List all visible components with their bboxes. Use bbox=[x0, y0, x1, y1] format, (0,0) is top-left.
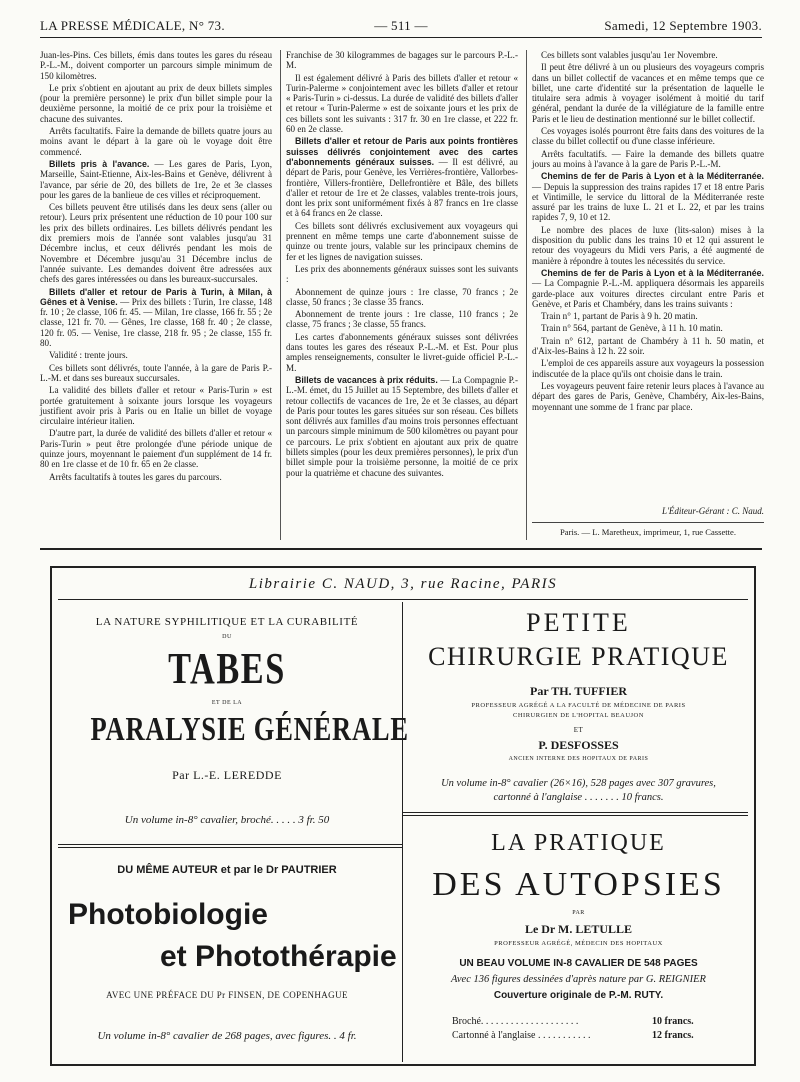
paragraph-text: Arrêts facultatifs. — Faire la demande des billets quatre jours au moins à l'avance à la gare de Paris P.-L.-M. bbox=[532, 148, 764, 169]
paragraph bbox=[40, 126, 272, 157]
text-column-3 bbox=[532, 50, 764, 414]
paragraph bbox=[286, 221, 518, 262]
chirurgie-title-2: CHIRURGIE PRATIQUE bbox=[428, 642, 729, 671]
paragraph-heading: Billets de vacances à prix réduits. bbox=[295, 374, 438, 385]
publisher-banner: Librairie C. NAUD, 3, rue Racine, PARIS bbox=[248, 576, 558, 592]
paragraph-text: Le prix s'obtient en ajoutant au prix de deux billets simples (pour la première personne) le prix d'un billet simple pour la deuxième personne, la moitié de ce prix pour la troisième et chacune des suivantes. bbox=[40, 82, 272, 124]
paragraph bbox=[40, 350, 272, 360]
autopsies-author: Le Dr M. LETULLE bbox=[524, 922, 633, 936]
autopsies-price-label-1: Broché. . . . . . . . . . . . . . . . . . . . bbox=[452, 1016, 579, 1027]
photobio-preface: AVEC UNE PRÉFACE DU Pr FINSEN, DE COPENHAGUE bbox=[106, 990, 348, 1000]
paragraph-text: — Depuis la suppression des trains rapides 17 et 18 entre Paris et Vintimille, le service du littoral de la Méditerranée reste assuré par les trains de luxe L. 21 et L. 22, et par les trains rapides 7, 9, 10 et 12. bbox=[532, 181, 764, 223]
autopsies-price-1: 10 francs. bbox=[652, 1016, 694, 1027]
chirurgie-volume: Un volume in-8° cavalier (26×16), 528 pages avec 307 gravures, bbox=[441, 778, 716, 789]
photobio-title-2: et Photothérapie bbox=[160, 940, 397, 973]
paragraph bbox=[40, 50, 272, 81]
paragraph-heading: Billets d'aller et retour de Paris à Turin, à Milan, à Gênes et à Venise. bbox=[40, 286, 272, 307]
paragraph bbox=[40, 159, 272, 200]
journal-title: LA PRESSE MÉDICALE, N° 73. bbox=[40, 18, 225, 33]
autopsies-title-2: DES AUTOPSIES bbox=[432, 866, 725, 903]
paragraph bbox=[40, 428, 272, 469]
editor-signature: L'Éditeur-Gérant : C. Naud. bbox=[662, 506, 764, 516]
colophon bbox=[532, 506, 764, 537]
paragraph bbox=[532, 225, 764, 266]
paragraph bbox=[40, 83, 272, 124]
paragraph bbox=[532, 311, 764, 321]
page-number: — 511 — bbox=[374, 18, 428, 33]
paragraph-text: — La Compagnie P.-L.-M. émet, du 15 Juillet au 15 Septembre, des billets d'aller et retour collectifs de vacances de 1re, 2e et 3e classes, au départ de Paris pour toutes les gares situées sur son réseau. Ces billets sont délivrés aux familles d'au moins trois personnes effectuant un parcours simple minimum de 500 kilomètres ou payant pour ce parcours. Le prix s'obtient en ajoutant aux prix de quatre billets simples (pour les deux premières personnes), le prix d'un billet simple pour la troisième personne, la moitié de ce prix pour la quatrième et chacune des suivantes. bbox=[286, 374, 518, 478]
paragraph-text: Ces voyages isolés pourront être faits dans des voitures de la classe du billet collectif ou d'une classe inférieure. bbox=[532, 126, 764, 147]
paragraph-text: Arrêts facultatifs. Faire la demande de billets quatre jours au moins avant le départ à la gare où le voyage doit être commencé. bbox=[40, 126, 272, 157]
paragraph-text: Train n° 564, partant de Genève, à 11 h. 10 matin. bbox=[541, 323, 723, 334]
paragraph-text: Abonnement de quinze jours : 1re classe, 70 francs ; 2e classe, 50 francs ; 3e classe 35 francs. bbox=[286, 286, 518, 307]
paragraph-text: L'emploi de ces appareils assure aux voyageurs la possession indiscutée de la place qu'ils ont choisie dans le train. bbox=[532, 358, 764, 379]
paragraph bbox=[286, 264, 518, 285]
paragraph-text: Les cartes d'abonnements généraux suisses sont délivrées dans toutes les gares des réseaux P.-L.-M. et Est. Pour plus amples renseignements, consulter le livret-guide officiel P.-L.-M. bbox=[286, 331, 518, 373]
section-rule bbox=[40, 548, 762, 550]
paragraph-text: D'autre part, la durée de validité des billets d'aller et retour « Paris-Turin » peut être prolongée d'une période unique de quinze jours, moyennant le paiement d'un supplément de 14 fr. 80 en 1re classe et de 10 fr. 65 en 2e classe. bbox=[40, 428, 272, 470]
paragraph-text: Validité : trente jours. bbox=[49, 350, 128, 361]
paragraph bbox=[532, 323, 764, 333]
printer-line: Paris. — L. Maretheux, imprimeur, 1, rue Cassette. bbox=[559, 527, 737, 537]
autopsies-price-2: 12 francs. bbox=[652, 1030, 694, 1041]
paragraph-text: Franchise de 30 kilogrammes de bagages sur le parcours P.-L.-M. bbox=[286, 50, 518, 71]
autopsies-aff: PROFESSEUR AGRÉGÉ, MÉDECIN DES HOPITAUX bbox=[494, 940, 663, 947]
paragraph bbox=[286, 332, 518, 373]
tabes-volume-price: Un volume in-8° cavalier, broché. . . . . 3 fr. 50 bbox=[124, 814, 330, 826]
text-column-1 bbox=[40, 50, 272, 484]
autopsies-cover: Couverture originale de P.-M. RUTY. bbox=[493, 990, 664, 1001]
autopsies-price-label-2: Cartonné à l'anglaise . . . . . . . . . . . bbox=[452, 1030, 591, 1041]
paragraph-text: — Les gares de Paris, Lyon, Marseille, Saint-Etienne, Aix-les-Bains et Genève, délivrent à l'avance, par série de 20, des billets de 1re, 2e et 3e classes pour les gares de la banlieue de ces villes et réciproquement. bbox=[40, 158, 272, 200]
autopsies-figures: Avec 136 figures dessinées d'après nature par G. REIGNIER bbox=[451, 974, 706, 985]
paragraph-heading: Billets pris à l'avance. bbox=[49, 158, 150, 169]
colophon-rule bbox=[532, 522, 764, 523]
paragraph bbox=[40, 363, 272, 384]
paragraph bbox=[532, 171, 764, 222]
tabes-du: DU bbox=[222, 634, 232, 640]
paragraph-heading: Billets d'aller et retour de Paris aux points frontières suisses délivrés conjointement avec des cartes d'abonnements généraux suisses. bbox=[286, 136, 518, 167]
paragraph-text: Ces billets peuvent être utilisés dans les deux sens (aller ou retour). Leurs prix présentent une réduction de 10 pour 100 sur les prix des billets ordinaires. Les billets délivrés pendant les dix premiers mois de l'année sont valables jusqu'au 31 Décembre inclus, et ceux délivrés pendant les mois de Novembre et Décembre jusqu'au 31 Décembre inclus de l'année suivante. Les demandes doivent être adressées aux chefs des gares intéressées ou dans les bureaux-succursales. bbox=[40, 202, 272, 285]
paragraph bbox=[532, 381, 764, 412]
paragraph-text: Ces billets sont valables jusqu'au 1er Novembre. bbox=[541, 50, 718, 60]
banner-rule bbox=[58, 599, 748, 600]
paragraph-text: Juan-les-Pins. Ces billets, émis dans toutes les gares du réseau P.-L.-M., doivent comporter un parcours simple minimum de 150 kilomètres. bbox=[40, 50, 272, 81]
chirurgie-price: cartonné à l'anglaise . . . . . . . 10 francs. bbox=[493, 792, 664, 803]
paragraph bbox=[532, 50, 764, 60]
tabes-title: TABES bbox=[168, 644, 286, 693]
paragraph bbox=[286, 287, 518, 308]
chirurgie-aff-2: CHIRURGIEN DE L'HOPITAL BEAUJON bbox=[513, 712, 644, 719]
paragraph bbox=[532, 268, 764, 309]
issue-date: Samedi, 12 Septembre 1903. bbox=[604, 18, 762, 33]
chirurgie-aff-1: PROFESSEUR AGRÉGÉ A LA FACULTÉ DE MÉDECINE DE PARIS bbox=[471, 702, 686, 709]
column-divider bbox=[280, 50, 281, 540]
autopsies-title-1: LA PRATIQUE bbox=[491, 830, 666, 856]
paragraph-text: Ces billets sont délivrés, toute l'année, à la gare de Paris P.-L.-M. et dans ses bureaux succursales. bbox=[40, 362, 272, 383]
paragraph-text: Il est également délivré à Paris des billets d'aller et retour « Turin-Palerme » conjointement avec les billets d'aller et retour « Paris-Turin » ci-dessus. La durée de validité des billets d'aller et retour « Turin-Palerme » est de soixante jours et les prix de ces billets sont les suivants : 317 fr. 30 en 1re classe, et 222 fr. 60 en 2e classe. bbox=[286, 72, 518, 135]
header-rule bbox=[40, 37, 762, 38]
paragraph-text: Train n° 612, partant de Chambéry à 11 h. 50 matin, et d'Aix-les-Bains à 12 h. 22 soir. bbox=[532, 335, 764, 357]
paragraph bbox=[532, 358, 764, 379]
paragraph-heading: Chemins de fer de Paris à Lyon et à la Méditerranée. bbox=[541, 171, 764, 182]
chirurgie-et: ET bbox=[573, 726, 584, 734]
chirurgie-author-2: P. DESFOSSES bbox=[538, 738, 619, 752]
photobio-volume-price: Un volume in-8° cavalier de 268 pages, avec figures. . 4 fr. bbox=[97, 1030, 357, 1042]
paragraph bbox=[286, 73, 518, 135]
paragraph bbox=[532, 336, 764, 357]
paragraph bbox=[40, 472, 272, 482]
autopsies-volume: UN BEAU VOLUME IN-8 CAVALIER DE 548 PAGES bbox=[459, 958, 698, 969]
paragraph-text: Les voyageurs peuvent faire retenir leurs places à l'avance au départ des gares de Paris, Genève, Chambéry, Aix-les-Bains, moyennant une somme de 1 franc par place. bbox=[532, 380, 764, 412]
paragraph bbox=[532, 62, 764, 124]
paragraph-text: Le nombre des places de luxe (lits-salon) mises à la disposition du public dans les trains 10 et 12 qui assurent le retour des voyageurs du Midi vers Paris, a été augmenté de manière à répondre à toutes les nécessités du service. bbox=[532, 224, 764, 266]
paragraph-text: — La Compagnie P.-L.-M. appliquera désormais les appareils garde-place aux voitures directes circulant entre Paris et Genève, et Paris et Chambéry, dans les trains suivants : bbox=[532, 278, 764, 309]
advertisement-box bbox=[50, 566, 756, 1066]
paragraph bbox=[40, 202, 272, 284]
paragraph bbox=[532, 149, 764, 170]
chirurgie-aff-3: ANCIEN INTERNE DES HOPITAUX DE PARIS bbox=[508, 756, 649, 762]
tabes-etde: ET DE LA bbox=[211, 700, 243, 706]
page-header bbox=[40, 18, 762, 36]
chirurgie-title-1: PETITE bbox=[526, 608, 631, 637]
ad-divider bbox=[403, 815, 748, 816]
paragraph-text: Les prix des abonnements généraux suisses sont les suivants : bbox=[286, 263, 518, 285]
paragraph bbox=[40, 385, 272, 426]
paragraph bbox=[40, 287, 272, 349]
autopsies-par: PAR bbox=[572, 910, 585, 916]
paragraph-text: La validité des billets d'aller et retour « Paris-Turin » est portée gratuitement à soixante jours lorsque les voyageurs justifient avoir pris à Paris ou en Italie un billet de voyage circulaire intérieur italien. bbox=[40, 385, 272, 427]
column-divider bbox=[526, 50, 527, 540]
paragraph bbox=[532, 126, 764, 147]
chirurgie-author: Par TH. TUFFIER bbox=[529, 684, 627, 698]
paragraph bbox=[286, 309, 518, 330]
paragraph-text: — Il est délivré, au départ de Paris, pour Genève, les Verrières-frontière, Vallorbes-frontière, Villers-frontière, Dellefrontière et Bâle, des billets d'aller et retour de 1re et 2e classes, valables trente-trois jours, dont les prix sont uniformément fixés à 87 francs en 1re classe et à 64 francs en 2e classe. bbox=[286, 156, 518, 219]
paralysie-title: PARALYSIE GÉNÉRALE bbox=[90, 711, 409, 748]
paragraph-text: Abonnement de trente jours : 1re classe, 110 francs ; 2e classe, 75 francs ; 3e classe, 55 francs. bbox=[286, 309, 518, 330]
paragraph-text: Il peut être délivré à un ou plusieurs des voyageurs compris dans un billet collectif de vacances et en même temps que ce billet, une carte d'identité sur la présentation de laquelle le titulaire sera admis à voyager isolément à moitié du tarif général, pendant la durée de la villégiature de la famille entre Paris et le lieu de destination mentionné sur le billet collectif. bbox=[532, 62, 764, 124]
paragraph-text: Train n° 1, partant de Paris à 9 h. 20 matin. bbox=[541, 311, 698, 322]
tabes-author: Par L.-E. LEREDDE bbox=[172, 768, 282, 782]
ad-divider bbox=[403, 812, 748, 813]
photobio-subtitle: DU MÊME AUTEUR et par le Dr PAUTRIER bbox=[117, 864, 337, 876]
paragraph-text: Ces billets sont délivrés exclusivement aux voyageurs qui prennent en même temps une carte d'abonnement suisse de quinze ou trente jours, valable sur les principaux chemins de fer et les lignes de navigation suisses. bbox=[286, 220, 518, 262]
paragraph bbox=[286, 136, 518, 218]
paragraph bbox=[286, 375, 518, 478]
ad-divider bbox=[58, 844, 402, 845]
ad-divider bbox=[58, 847, 402, 848]
text-column-2 bbox=[286, 50, 518, 480]
tabes-subtitle: LA NATURE SYPHILITIQUE ET LA CURABILITÉ bbox=[95, 616, 359, 628]
paragraph-text: Arrêts facultatifs à toutes les gares du parcours. bbox=[49, 471, 222, 482]
paragraph-heading: Chemins de fer de Paris à Lyon et à la Méditerranée. bbox=[541, 267, 764, 278]
paragraph-text: — Prix des billets : Turin, 1re classe, 148 fr. 10 ; 2e classe, 106 fr. 45. — Milan, 1re classe, 166 fr. 55 ; 2e classe, 121 fr. 70. — Gênes, 1re classe, 168 fr. 40 ; 2e classe, 120 fr. 05. — Venise, 1re classe, 218 fr. 95 ; 2e classe, 155 fr. 80. bbox=[40, 296, 273, 349]
photobio-title-1: Photobiologie bbox=[68, 898, 268, 931]
paragraph bbox=[286, 50, 518, 71]
